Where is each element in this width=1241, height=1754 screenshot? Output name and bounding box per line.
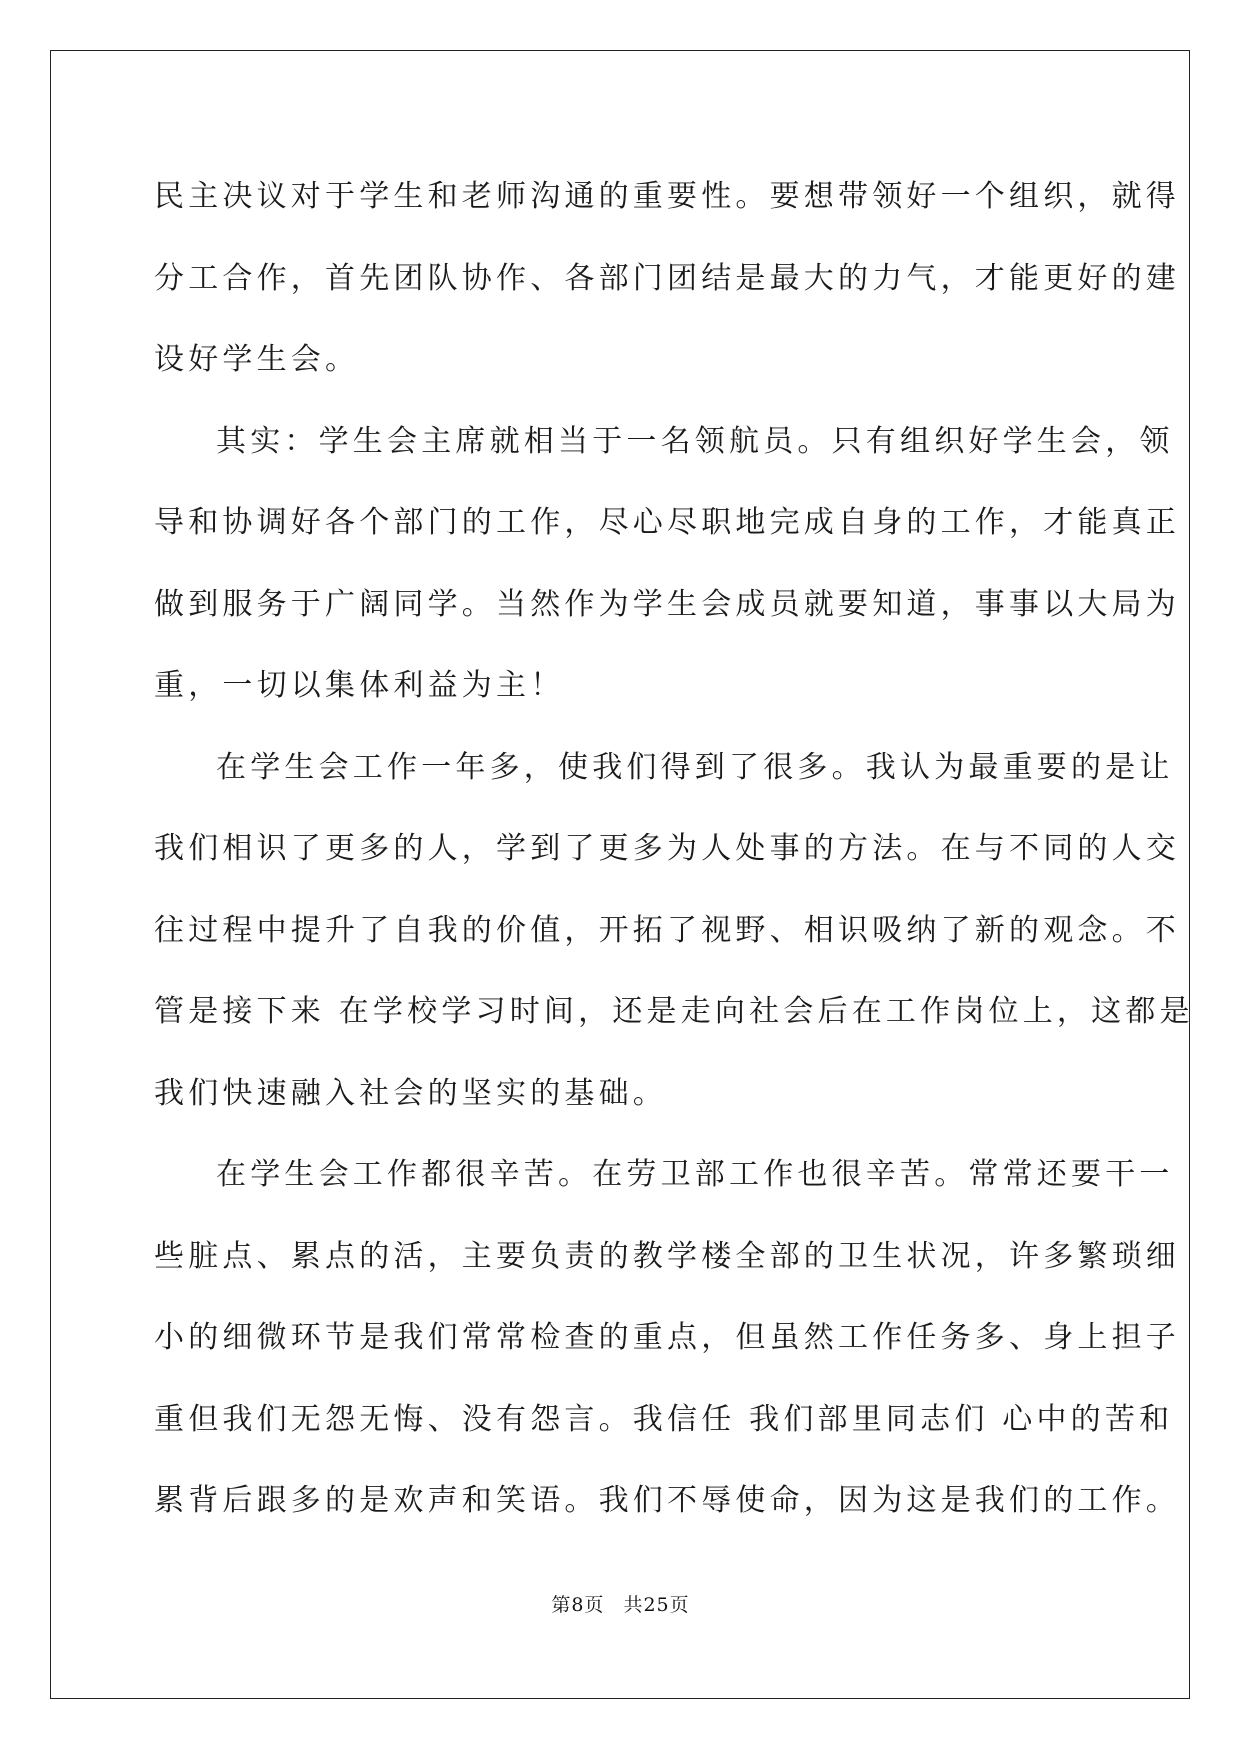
text-line: 民主决议对于学生和老师沟通的重要性。要想带领好一个组织，就得 (154, 179, 1180, 214)
paragraph-start-line: 在学生会工作都很辛苦。在劳卫部工作也很辛苦。常常还要干一 (216, 1157, 1174, 1192)
paragraph-start-line: 其实：学生会主席就相当于一名领航员。只有组织好学生会，领 (216, 423, 1174, 459)
document-body (154, 156, 1194, 1542)
text-line: 做到服务于广阔同学。当然作为学生会成员就要知道，事事以大局为 (154, 586, 1180, 622)
page-total: 共25页 (623, 1594, 690, 1616)
text-line: 导和协调好各个部门的工作，尽心尽职地完成自身的工作，才能真正 (154, 505, 1180, 540)
text-line: 我们快速融入社会的坚实的基础。 (154, 1075, 667, 1111)
text-line: 些脏点、累点的活，主要负责的教学楼全部的卫生状况，许多繁琐细 (154, 1238, 1180, 1274)
text-line: 重，一切以集体利益为主！ (154, 668, 565, 703)
text-line: 分工合作，首先团队协作、各部门团结是最大的力气，才能更好的建 (154, 260, 1180, 296)
text-line: 设好学生会。 (154, 342, 360, 377)
paragraph-start-line: 在学生会工作一年多，使我们得到了很多。我认为最重要的是让 (216, 749, 1174, 785)
text-line: 小的细微环节是我们常常检查的重点，但虽然工作任务多、身上担子 (154, 1320, 1180, 1355)
text-line: 往过程中提升了自我的价值，开拓了视野、相识吸纳了新的观念。不 (154, 912, 1180, 948)
text-line: 管是接下来 在学校学习时间，还是走向社会后在工作岗位上，这都是 (154, 994, 1194, 1029)
text-line: 累背后跟多的是欢声和笑语。我们不辱使命，因为这是我们的工作。 (154, 1483, 1180, 1518)
page-number: 第8页 (551, 1594, 605, 1616)
text-line: 我们相识了更多的人，学到了更多为人处事的方法。在与不同的人交 (154, 831, 1180, 866)
text-line: 重但我们无怨无悔、没有怨言。我信任 我们部里同志们 心中的苦和 (154, 1401, 1174, 1437)
page-footer (0, 1590, 1241, 1617)
